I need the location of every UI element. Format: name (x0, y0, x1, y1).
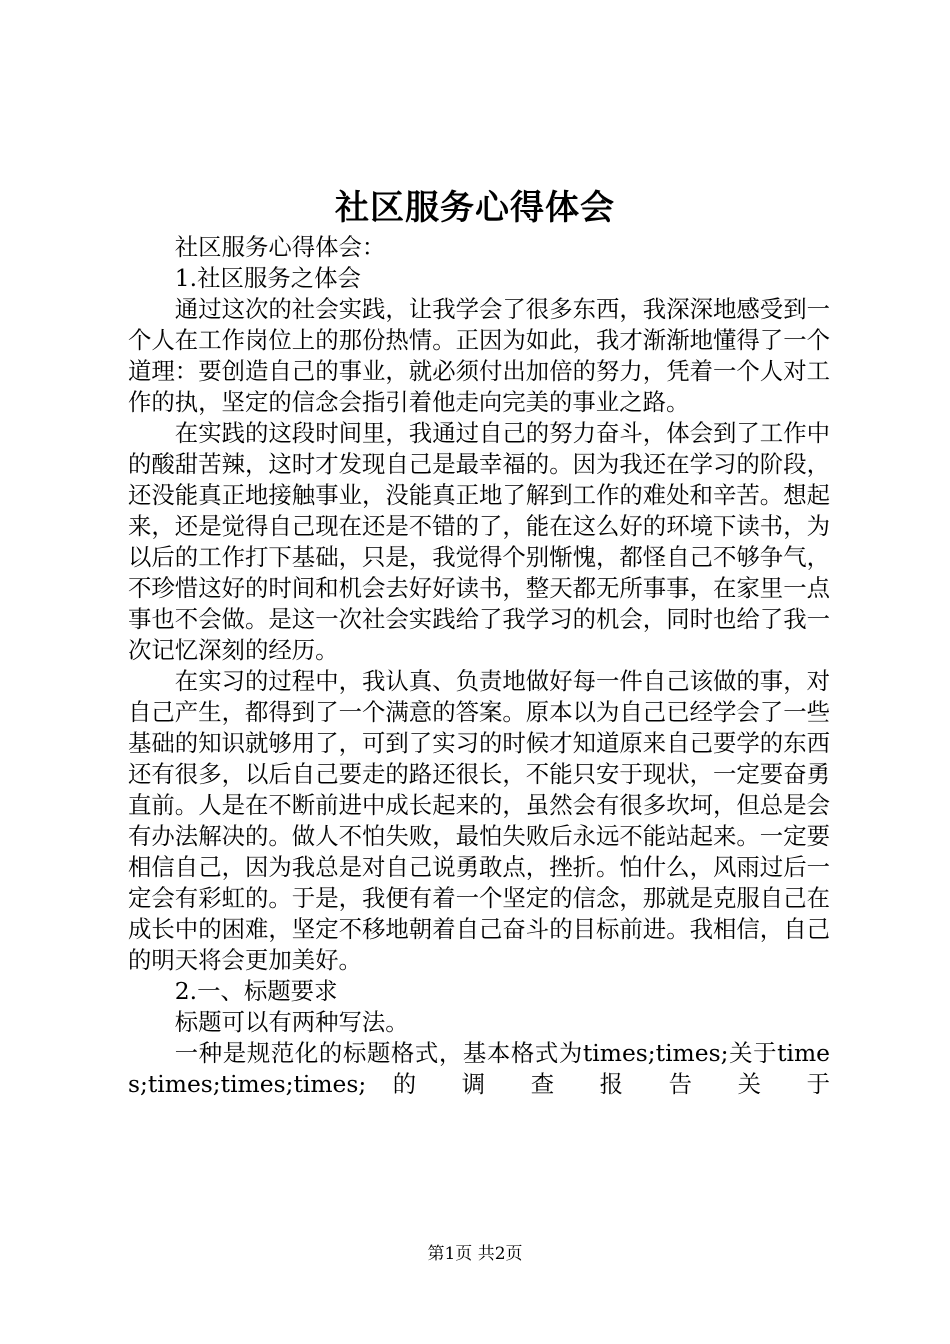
paragraph-body-3: 在实习的过程中，我认真、负责地做好每一件自己该做的事，对自己产生，都得到了一个满意的答案。原本以为自己已经学会了一些基础的知识就够用了，可到了实习的时候才知道原来自己要学的东西还有很多，以后自己要走的路还很长，不能只安于现状，一定要奋勇直前。人是在不断前进中成长起来的，虽然会有很多坎坷，但总是会有办法解决的。做人不怕失败，最怕失败后永远不能站起来。一定要相信自己，因为我总是对自己说勇敢点，挫折。怕什么，风雨过后一定会有彩虹的。于是，我便有着一个坚定的信念，那就是克服自己在成长中的困难，坚定不移地朝着自己奋斗的目标前进。我相信，自己的明天将会更加美好。 (128, 667, 830, 974)
document-title: 社区服务心得体会 (335, 188, 615, 228)
page-footer: 第1页 共2页 (427, 1244, 523, 1264)
document-body (128, 232, 830, 1100)
paragraph-section-2-heading: 2.一、标题要求 (174, 977, 338, 1005)
paragraph-section-1-heading: 1.社区服务之体会 (174, 264, 361, 292)
paragraph-intro: 社区服务心得体会： (174, 233, 386, 261)
paragraph-body-4: 标题可以有两种写法。 (174, 1008, 409, 1036)
paragraph-body-2: 在实践的这段时间里，我通过自己的努力奋斗，体会到了工作中的酸甜苦辣，这时才发现自己是最幸福的。因为我还在学习的阶段，还没能真正地接触事业，没能真正地了解到工作的难处和辛苦。想起来，还是觉得自己现在还是不错的了，能在这么好的环境下读书，为以后的工作打下基础，只是，我觉得个别惭愧，都怪自己不够争气，不珍惜这好的时间和机会去好好读书，整天都无所事事，在家里一点事也不会做。是这一次社会实践给了我学习的机会，同时也给了我一次记忆深刻的经历。 (128, 419, 830, 664)
paragraph-body-5: 一种是规范化的标题格式，基本格式为times;times;关于times;times;times;times; 的 调 查 报 告 关 于 (128, 1039, 830, 1098)
paragraph-body-1: 通过这次的社会实践，让我学会了很多东西，我深深地感受到一个人在工作岗位上的那份热情。正因为如此，我才渐渐地懂得了一个道理：要创造自己的事业，就必须付出加倍的努力，凭着一个人对工作的执，坚定的信念会指引着他走向完美的事业之路。 (128, 295, 830, 416)
